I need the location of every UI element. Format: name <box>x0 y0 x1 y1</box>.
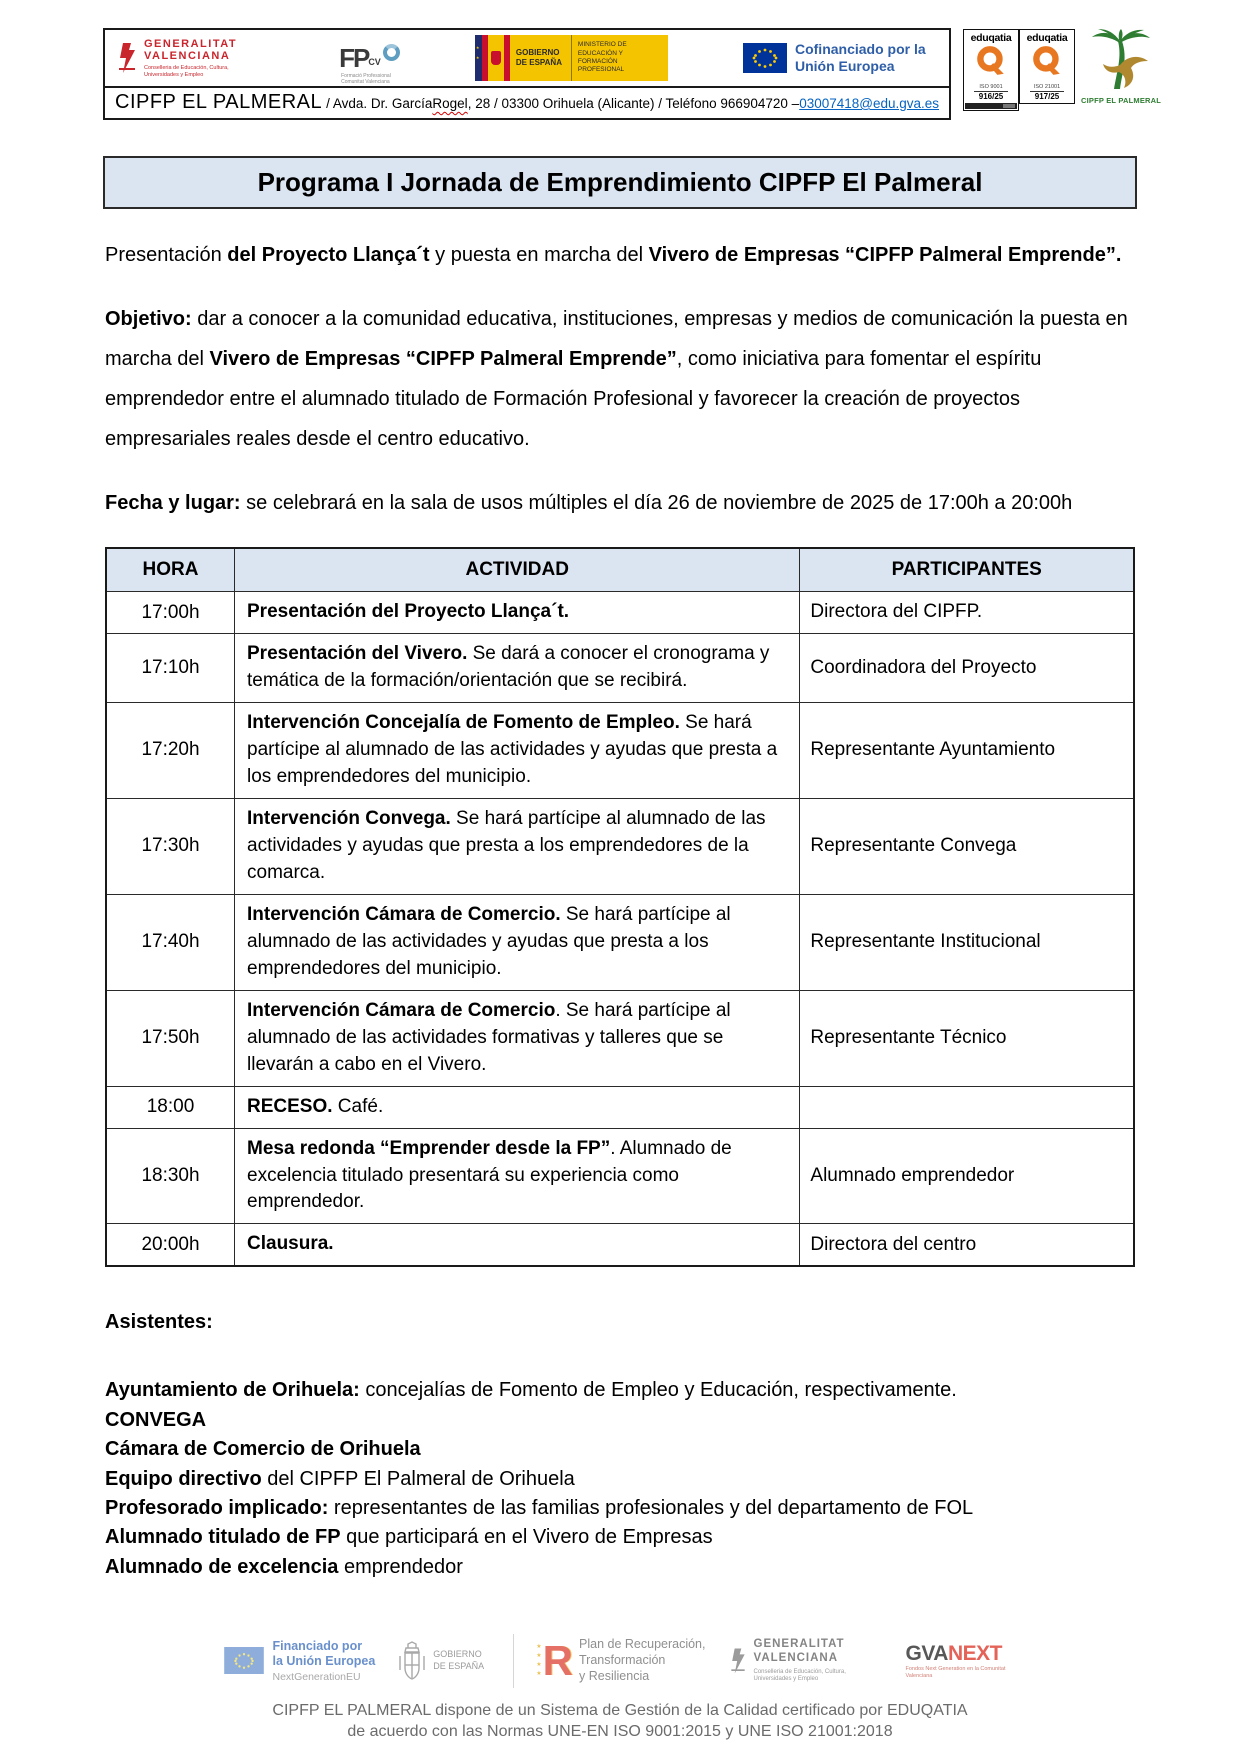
prtr-line1: Plan de Recuperación, <box>579 1637 706 1652</box>
schedule-time: 18:00 <box>106 1086 235 1128</box>
spain-crest-icon <box>491 51 501 65</box>
gva-subtitle: Conselleria de Educación, Cultura, Universidades y Empleo <box>144 65 229 78</box>
prtr-line2: Transformación <box>579 1653 666 1667</box>
attendee-item: Cámara de Comercio de Orihuela <box>105 1438 421 1461</box>
eu-cofinanced-label: Cofinanciado por la Unión Europea <box>794 41 926 74</box>
attendee-item: Equipo directivo del CIPFP El Palmeral de Orihuela <box>105 1467 575 1490</box>
certification-line2: de acuerdo con las Normas UNE-EN ISO 9001:2015 y UNE ISO 21001:2018 <box>347 1723 893 1741</box>
gva-footer-text <box>754 1638 884 1684</box>
schedule-participants: Representante Técnico <box>800 990 1134 1086</box>
fpcv-swirl-icon <box>383 44 400 61</box>
eduqatia-iso21001-badge <box>1019 29 1075 104</box>
iso-label: ISO 21001 <box>1033 84 1061 90</box>
gva-name-line2: VALENCIANA <box>144 50 231 63</box>
header-logos-strip <box>105 30 949 86</box>
eu-funded-text <box>272 1639 375 1683</box>
eu-flag-icon <box>743 43 787 73</box>
gvanext-next-text: NEXT <box>947 1641 1002 1665</box>
cipfp-palmeral-logo <box>1075 29 1167 105</box>
attendee-item: CONVEGA <box>105 1408 207 1431</box>
schedule-participants: Alumnado emprendedor <box>800 1128 1134 1224</box>
column-header-participantes: PARTICIPANTES <box>800 548 1134 592</box>
fpcv-fp-text: FP <box>339 42 369 73</box>
gobierno-label: GOBIERNO DE ESPAÑA <box>510 35 572 81</box>
schedule-participants: Directora del CIPFP. <box>800 592 1134 634</box>
gva-emblem-icon <box>115 42 139 74</box>
eu-funded-line1: Financiado por <box>272 1638 363 1653</box>
table-row <box>106 990 1134 1086</box>
gobierno-espana-footer-logo <box>397 1640 491 1682</box>
table-row <box>106 798 1134 894</box>
attendees-section <box>105 1311 1135 1582</box>
table-row <box>106 1224 1134 1266</box>
schedule-participants: Representante Institucional <box>800 894 1134 990</box>
school-email-link[interactable]: 03007418@edu.gva.es <box>799 96 940 111</box>
schedule-activity: Mesa redonda “Emprender desde la FP”. Alumnado de excelencia titulado presentará su experiencia como emprendedor. <box>235 1128 800 1224</box>
intro-section <box>105 235 1135 523</box>
date-place-paragraph: Fecha y lugar: se celebrará en la sala de usos múltiples el día 26 de noviembre de 2025 de 17:00h a 20:00h <box>105 492 1073 514</box>
document-title-banner <box>103 156 1137 209</box>
intro-paragraph: Presentación del Proyecto Llança´t y puesta en marcha del Vivero de Empresas “CIPFP Palmeral Emprende”. <box>105 244 1122 266</box>
attendee-item: Ayuntamiento de Orihuela: concejalías de Fomento de Empleo y Educación, respectivamente. <box>105 1379 957 1402</box>
ministerio-label: MINISTERIO DE EDUCACIÓN Y FORMACIÓN PROFESIONAL <box>577 41 627 74</box>
prtr-r-icon: ★ ★ ★ ★ R <box>536 1636 574 1684</box>
schedule-activity: RECESO. Café. <box>235 1086 800 1128</box>
address-part1: / Avda. Dr. García <box>326 96 433 111</box>
quality-certification-note <box>0 1700 1240 1743</box>
schedule-time: 20:00h <box>106 1224 235 1266</box>
eduqatia-q-icon <box>974 44 1008 78</box>
address-part2: , 28 / 03300 Orihuela (Alicante) / Teléfono 966904720 – <box>467 96 800 111</box>
fpcv-cv-text: CV <box>368 56 381 67</box>
gva-footer-sub: Conselleria de Educación, Cultura, Universidades y Empleo <box>753 1668 846 1683</box>
schedule-time: 17:50h <box>106 990 235 1086</box>
gobierno-espana-banner <box>475 35 668 81</box>
gva-footer-line1: GENERALITAT <box>753 1638 845 1651</box>
school-name: CIPFP EL PALMERAL <box>115 91 323 113</box>
gva-name-line1: GENERALITAT <box>144 37 238 50</box>
eduqatia-q-icon <box>1030 44 1064 78</box>
attendee-item: Alumnado titulado de FP que participará en el Vivero de Empresas <box>105 1526 713 1549</box>
footer-logos <box>0 1634 1240 1688</box>
palmeral-caption: CIPFP EL PALMERAL <box>1080 96 1162 105</box>
footer-divider <box>513 1634 514 1688</box>
gva-emblem-icon <box>728 1646 748 1676</box>
schedule-time: 17:00h <box>106 592 235 634</box>
schedule-activity: Presentación del Proyecto Llança´t. <box>235 592 800 634</box>
schedule-time: 17:30h <box>106 798 235 894</box>
schedule-participants <box>800 1086 1134 1128</box>
table-row <box>106 634 1134 703</box>
schedule-activity: Presentación del Vivero. Se dará a conocer el cronograma y temática de la formación/orientación que se recibirá. <box>235 634 800 703</box>
table-header-row <box>106 548 1134 592</box>
gvanext-gva-text: GVA <box>905 1641 948 1665</box>
institution-logos-box <box>103 28 951 120</box>
eu-flag-icon <box>224 1647 264 1674</box>
schedule-time: 17:40h <box>106 894 235 990</box>
column-header-hora: HORA <box>106 548 235 592</box>
table-row <box>106 1086 1134 1128</box>
table-row <box>106 1128 1134 1224</box>
eduqatia-footer-bar <box>965 103 1017 109</box>
generalitat-valenciana-logo <box>115 38 264 78</box>
schedule-participants: Coordinadora del Proyecto <box>800 634 1134 703</box>
attendee-item: Alumnado de excelencia emprendedor <box>105 1555 463 1578</box>
schedule-participants: Representante Ayuntamiento <box>800 702 1134 798</box>
prtr-text <box>579 1637 705 1684</box>
eu-funded-line2: la Unión Europea <box>272 1654 376 1669</box>
gvanext-logo <box>906 1642 1016 1680</box>
schedule-table <box>105 547 1135 1267</box>
spain-flag-icon <box>475 35 510 81</box>
prtr-line3: y Resiliencia <box>579 1668 650 1683</box>
eduqatia-brand: eduqatia <box>970 32 1012 44</box>
gvanext-sub: Fondos Next Generation en la Comunitat Valenciana <box>905 1665 1006 1679</box>
schedule-participants: Directora del centro <box>800 1224 1134 1266</box>
cert-number: 917/25 <box>1030 91 1064 101</box>
eu-funded-logo <box>224 1639 375 1683</box>
column-header-actividad: ACTIVIDAD <box>235 548 800 592</box>
school-address-bar <box>105 86 949 118</box>
schedule-time: 18:30h <box>106 1128 235 1224</box>
page-header <box>103 28 1162 120</box>
fpcv-subtitle: Formació Professional Comunitat Valenciana <box>341 72 391 85</box>
generalitat-valenciana-footer-logo <box>728 1638 884 1684</box>
schedule-activity: Intervención Convega. Se hará partícipe al alumnado de las actividades y ayudas que presta a los emprendedores de la comarca. <box>235 798 800 894</box>
fpcv-logo <box>339 42 400 85</box>
certification-logos <box>963 28 1167 120</box>
eu-cofinanced-logo <box>743 41 935 75</box>
eduqatia-iso9001-badge <box>963 29 1019 111</box>
gva-footer-line2: VALENCIANA <box>753 1651 839 1664</box>
schedule-participants: Representante Convega <box>800 798 1134 894</box>
objective-paragraph: Objetivo: dar a conocer a la comunidad educativa, instituciones, empresas y medios de comunicación la puesta en marcha del Vivero de Empresas “CIPFP Palmeral Emprende”, como iniciativa para fomentar el espíritu emprendedor entre el alumnado titulado de Formación Profesional y favorecer la creación de proyectos empresariales reales desde el centro educativo. <box>105 308 1128 450</box>
schedule-activity: Intervención Cámara de Comercio. Se hará partícipe al alumnado de las actividades formativas y talleres que se llevarán a cabo en el Vivero. <box>235 990 800 1086</box>
gvanext-wordmark <box>906 1642 1016 1666</box>
iso-label: ISO 9001 <box>979 84 1003 90</box>
schedule-activity: Clausura. <box>235 1224 800 1266</box>
certification-line1: CIPFP EL PALMERAL dispone de un Sistema de Gestión de la Calidad certificado por EDUQATIA <box>272 1701 968 1719</box>
schedule-time: 17:10h <box>106 634 235 703</box>
schedule-activity: Intervención Cámara de Comercio. Se hará partícipe al alumnado de las actividades y ayudas que presta a los emprendedores del municipio. <box>235 894 800 990</box>
attendees-heading: Asistentes: <box>105 1311 213 1334</box>
schedule-time: 17:20h <box>106 702 235 798</box>
spain-coat-of-arms-icon <box>397 1640 427 1682</box>
schedule-activity: Intervención Concejalía de Fomento de Empleo. Se hará partícipe al alumnado de las actividades y ayudas que presta a los emprendedores del municipio. <box>235 702 800 798</box>
attendee-item: Profesorado implicado: representantes de las familias profesionales y del departamento de FOL <box>105 1496 974 1519</box>
gva-logo-text <box>144 38 264 78</box>
page-footer <box>0 1634 1240 1743</box>
cert-number: 916/25 <box>974 91 1008 101</box>
table-row <box>106 702 1134 798</box>
nextgeneu-label: NextGenerationEU <box>272 1670 361 1683</box>
prtr-logo <box>536 1637 705 1684</box>
page-title: Programa I Jornada de Emprendimiento CIPFP El Palmeral <box>257 167 983 197</box>
eduqatia-brand: eduqatia <box>1026 32 1068 44</box>
address-street-word: Rogel <box>432 96 468 111</box>
table-row <box>106 894 1134 990</box>
gobierno-footer-label: GOBIERNO DE ESPAÑA <box>433 1649 485 1671</box>
table-row <box>106 592 1134 634</box>
palm-tree-icon <box>1084 29 1158 91</box>
